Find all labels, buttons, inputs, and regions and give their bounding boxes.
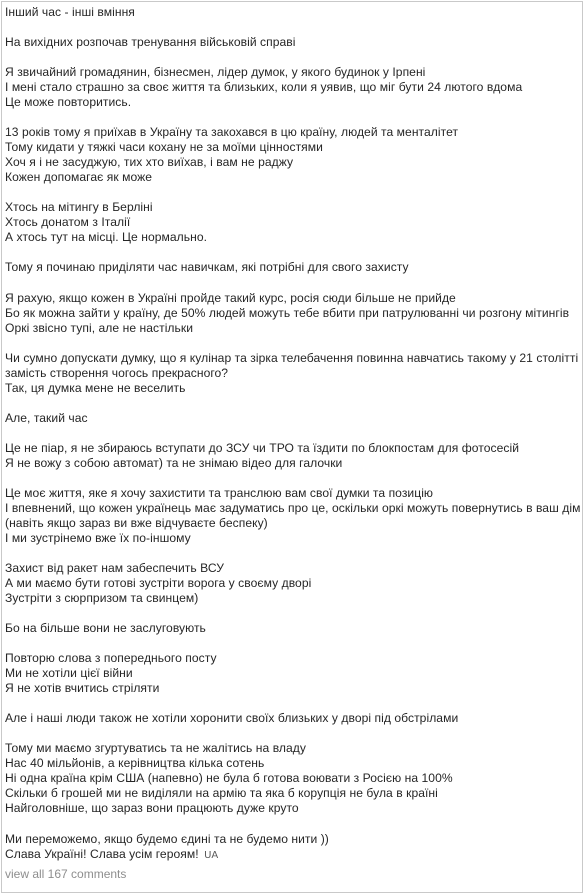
caption-line: Я не вожу з собою автомат) та не знімаю відео для галочки (5, 455, 343, 470)
caption-line: Але і наші люди також не хотіли хоронити своїх близьких у дворі під обстрілами (5, 711, 459, 726)
paragraph-gap (5, 396, 579, 411)
caption-line: Тому ми маємо згуртуватись та не жалітись на владу (5, 741, 306, 756)
caption-line: А хтось тут на місці. Це нормально. (5, 230, 208, 245)
caption-line: Але, такий час (5, 410, 88, 425)
post-caption (5, 5, 579, 862)
caption-line: Інший час - інші вміння (5, 5, 135, 19)
caption-line: А ми маємо бути готові зустріти ворога у своєму дворі (5, 576, 312, 591)
caption-line: Хтось донатом з Італії (5, 215, 131, 230)
caption-line: Тому я починаю приділяти час навичкам, які потрібні для свого захисту (5, 260, 409, 275)
paragraph-gap (5, 636, 579, 651)
paragraph-gap (5, 471, 579, 486)
paragraph-gap (5, 336, 579, 351)
caption-line: І ми зустрінемо вже їх по-іншому (5, 530, 191, 545)
caption-line: Захист від ракет нам забеспечить ВСУ (5, 561, 224, 576)
caption-line: Нас 40 мільйонів, а керівництва кілька сотень (5, 756, 265, 771)
caption-line: Найголовніше, що зараз вони працюють дуже круто (5, 801, 299, 816)
caption-line: Повторю слова з попереднього посту (5, 651, 217, 666)
caption-line: Ні одна країна крім США (напевно) не була б готова воювати з Росією на 100% (5, 771, 453, 786)
caption-line: Це може повторитись. (5, 95, 132, 110)
caption-line: Бо як можна зайти у країну, де 50% людей можуть тебе вбити при патрулюванні чи розгону мітингів (5, 305, 570, 320)
caption-line: Це не піар, я не збираюсь вступати до ЗСУ чи ТРО та їздити по блокпостам для фотосесій (5, 440, 520, 455)
caption-line: На вихідних розпочав тренування військовій справі (5, 35, 296, 50)
caption-line: І мені стало страшно за своє життя та близьких, коли я уявив, що міг бути 24 лютого вдома (5, 80, 523, 95)
paragraph-gap (5, 245, 579, 260)
paragraph-gap (5, 606, 579, 621)
paragraph-gap (5, 546, 579, 561)
caption-line: замість створення чогось прекрасного? (5, 365, 229, 380)
paragraph-gap (5, 816, 579, 831)
caption-line: Я не хотів вчитись стріляти (5, 681, 160, 696)
ua-flag-emoji: UA (204, 849, 219, 861)
paragraph-gap (5, 696, 579, 711)
caption-line: Оркі звісно тупі, але не настільки (5, 320, 194, 335)
paragraph-gap (5, 110, 579, 125)
caption-line: Зустріти з сюрпризом та свинцем) (5, 591, 199, 606)
caption-line: Хтось на мітингу в Берліні (5, 200, 153, 215)
paragraph-gap (5, 726, 579, 741)
caption-line: Так, ця думка мене не веселить (5, 380, 186, 395)
caption-line: І впевнений, що кожен українець має задуматись про це, оскільки оркі можуть повернутись в ваш дім (5, 500, 581, 515)
caption-line: 13 років тому я приїхав в Україну та закохався в цю країну, людей та менталітет (5, 125, 459, 140)
caption-line: Тому кидати у тяжкі часи кохану не за моїми цінностями (5, 140, 323, 155)
caption-line: Ми не хотіли цієї війни (5, 666, 133, 681)
caption-line: Я рахую, якщо кожен в Україні пройде такий курс, росія сюди більше не прийде (5, 290, 456, 305)
caption-line: Скільки б грошей ми не виділяли на армію та яка б корупція не була в країні (5, 786, 438, 801)
caption-line: Кожен допомагає як може (5, 170, 153, 185)
caption-line: Чи сумно допускати думку, що я кулінар та зірка телебачення повинна навчатись такому у 21 столітті (5, 350, 579, 365)
caption-line: (навіть якщо зараз ви вже відчуваєте беспеку) (5, 515, 268, 530)
paragraph-gap (5, 275, 579, 290)
paragraph-gap (5, 426, 579, 441)
paragraph-gap (5, 185, 579, 200)
caption-line: Бо на більше вони не заслуговують (5, 621, 206, 636)
paragraph-gap (5, 20, 579, 35)
caption-line: Ми переможемо, якщо будемо єдині та не будемо нити )) (5, 831, 329, 846)
paragraph-gap (5, 50, 579, 65)
view-all-comments-link[interactable]: view all 167 comments (5, 867, 127, 881)
caption-line: Це моє життя, яке я хочу захистити та транслюю вам свої думки та позицію (5, 485, 434, 500)
caption-line: Слава Україні! Слава усім героям! UA (5, 846, 219, 861)
caption-line: Я звичайний громадянин, бізнесмен, лідер думок, у якого будинок у Ірпені (5, 65, 426, 80)
caption-line: Хоч я і не засуджую, тих хто виїхав, і вам не раджу (5, 155, 294, 170)
